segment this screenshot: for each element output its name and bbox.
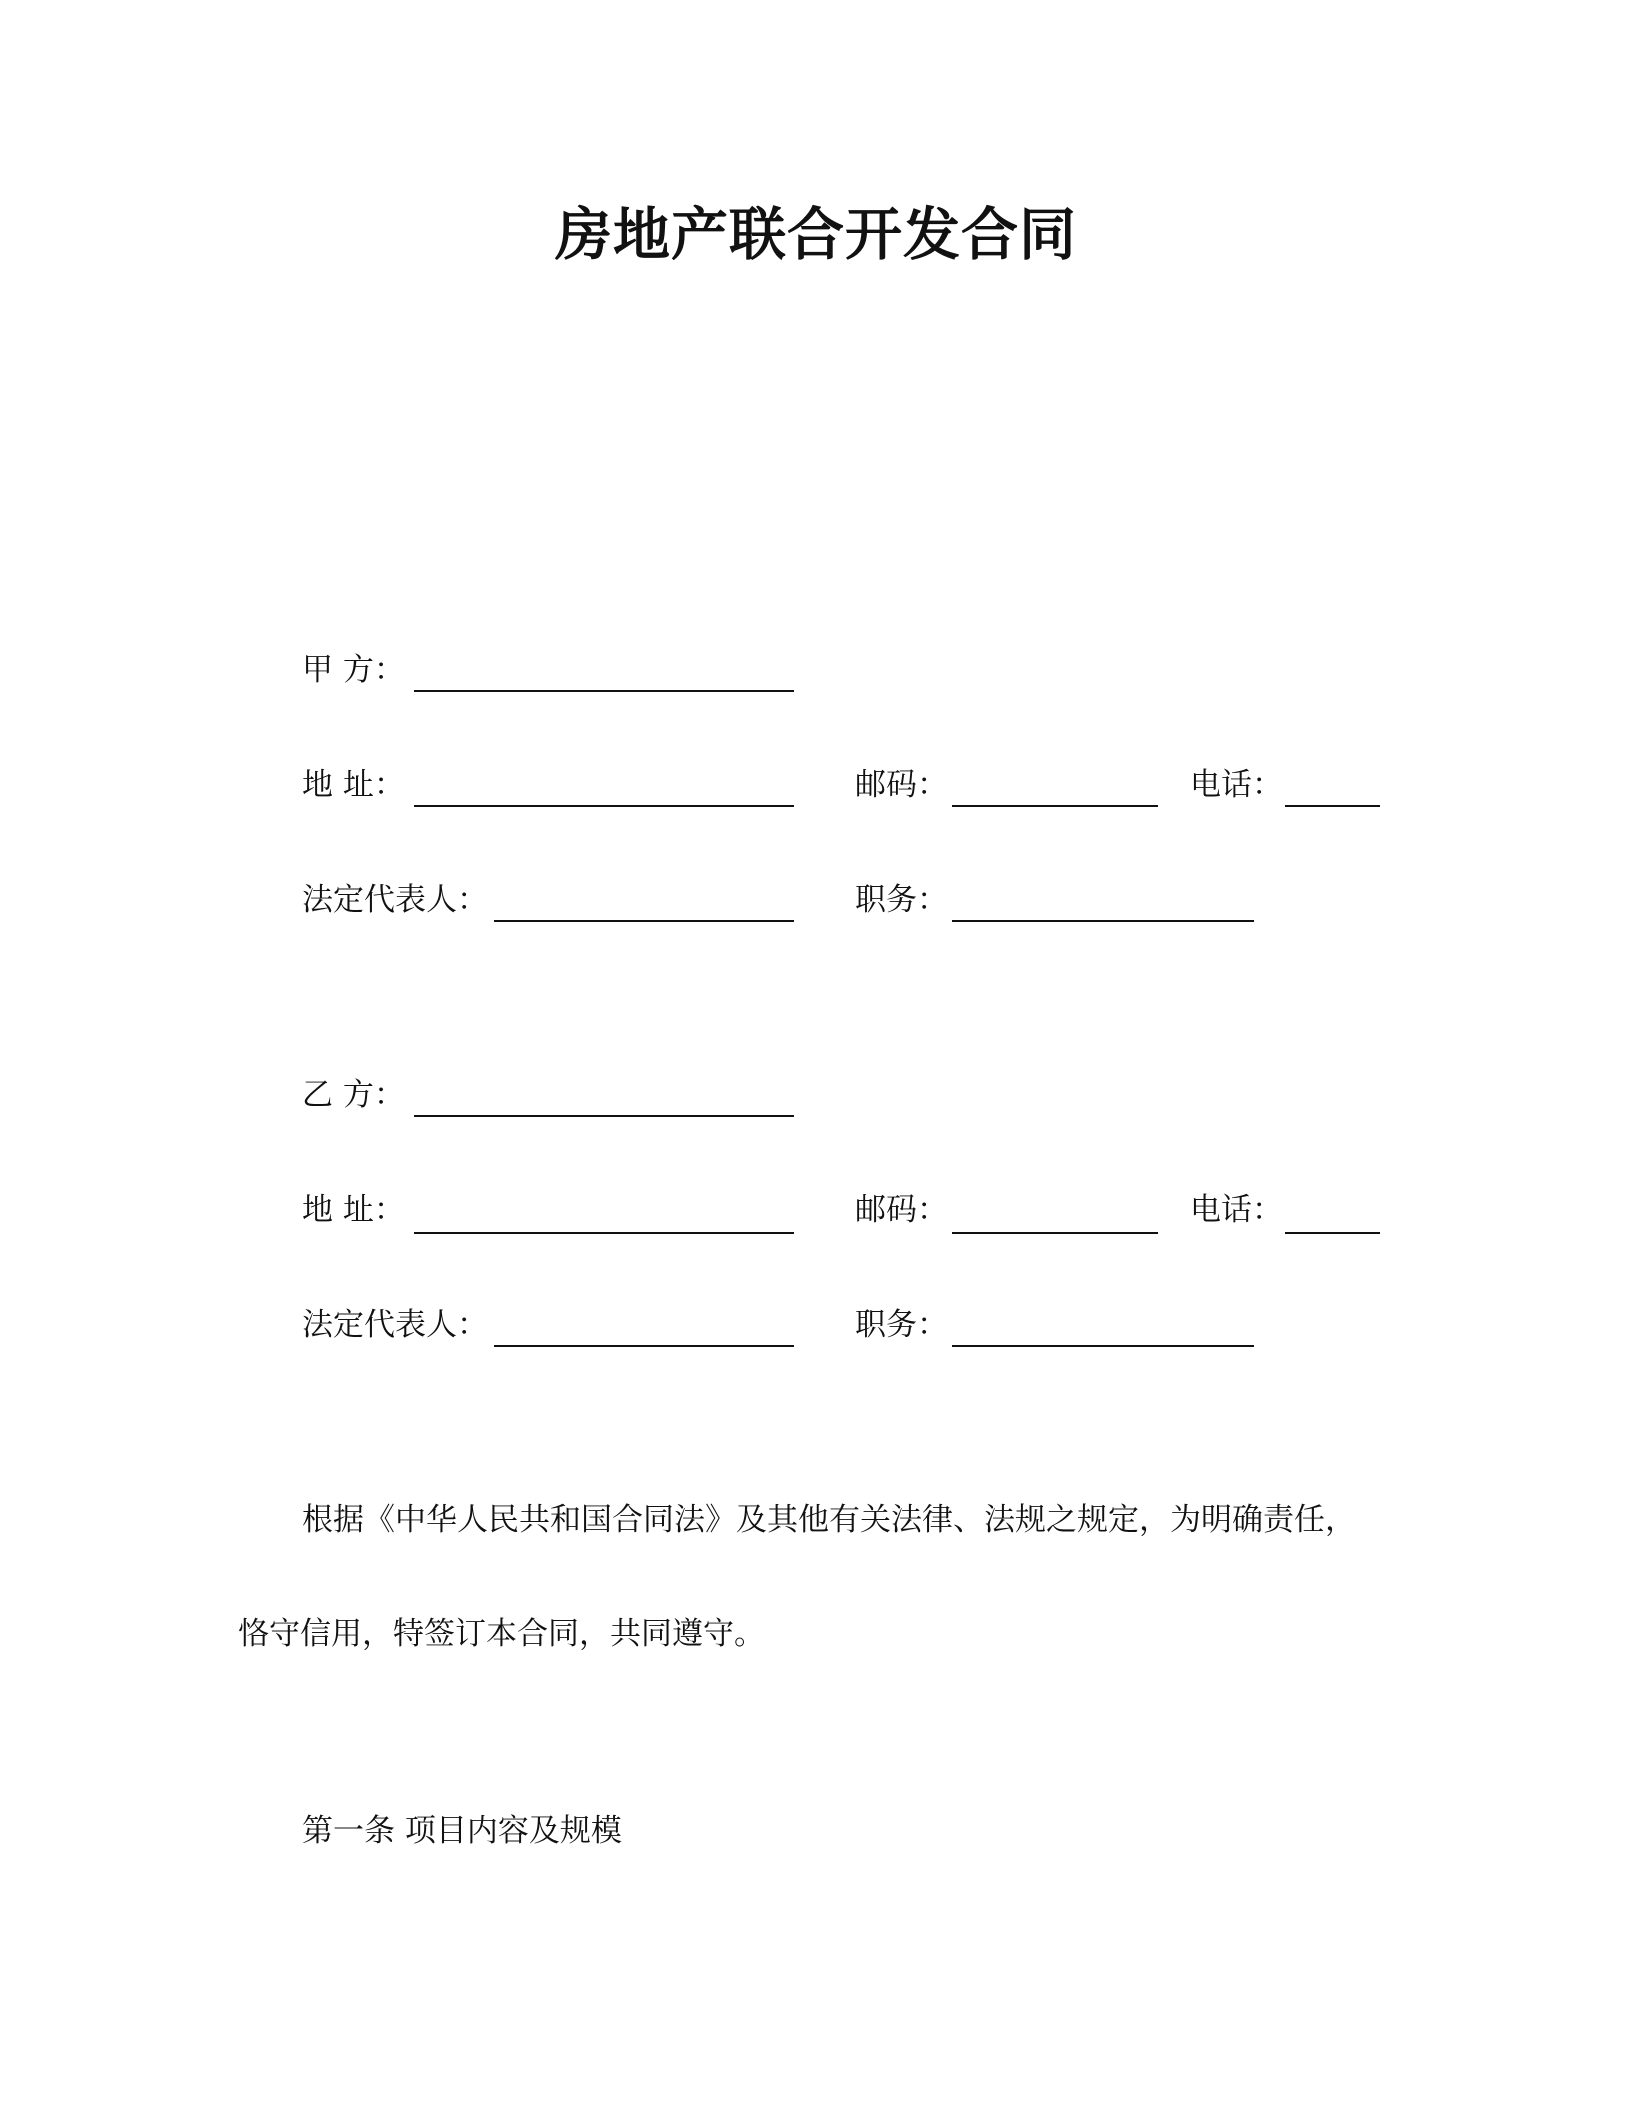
party-b-rep-field[interactable] xyxy=(494,1345,794,1347)
party-b-address-label: 地 址： xyxy=(302,1192,405,1228)
party-a-name-label: 甲 方： xyxy=(302,652,405,688)
party-b-name-label: 乙 方： xyxy=(302,1077,405,1113)
party-b-position-label: 职务： xyxy=(855,1307,948,1343)
party-a-address-label: 地 址： xyxy=(302,767,405,803)
party-b-postcode-field[interactable] xyxy=(952,1232,1158,1234)
party-a-rep-label: 法定代表人： xyxy=(302,882,488,918)
party-a-postcode-field[interactable] xyxy=(952,805,1158,807)
party-a-postcode-label: 邮码： xyxy=(855,767,948,803)
document-title: 房地产联合开发合同 xyxy=(555,202,1077,268)
party-b-rep-label: 法定代表人： xyxy=(302,1307,488,1343)
party-b-phone-label: 电话： xyxy=(1190,1192,1283,1228)
party-a-position-field[interactable] xyxy=(952,920,1254,922)
party-b-position-field[interactable] xyxy=(952,1345,1254,1347)
party-b-name-field[interactable] xyxy=(414,1115,794,1117)
party-b-postcode-label: 邮码： xyxy=(855,1192,948,1228)
party-a-phone-field[interactable] xyxy=(1285,805,1380,807)
party-a-rep-field[interactable] xyxy=(494,920,794,922)
article-1-heading: 第一条 项目内容及规模 xyxy=(302,1813,622,1849)
party-a-name-field[interactable] xyxy=(414,690,794,692)
party-a-phone-label: 电话： xyxy=(1190,767,1283,803)
preamble-line-2: 恪守信用，特签订本合同，共同遵守。 xyxy=(238,1616,765,1652)
party-b-phone-field[interactable] xyxy=(1285,1232,1380,1234)
party-a-position-label: 职务： xyxy=(855,882,948,918)
party-b-address-field[interactable] xyxy=(414,1232,794,1234)
party-a-address-field[interactable] xyxy=(414,805,794,807)
preamble-line-1: 根据《中华人民共和国合同法》及其他有关法律、法规之规定，为明确责任， xyxy=(302,1502,1356,1538)
